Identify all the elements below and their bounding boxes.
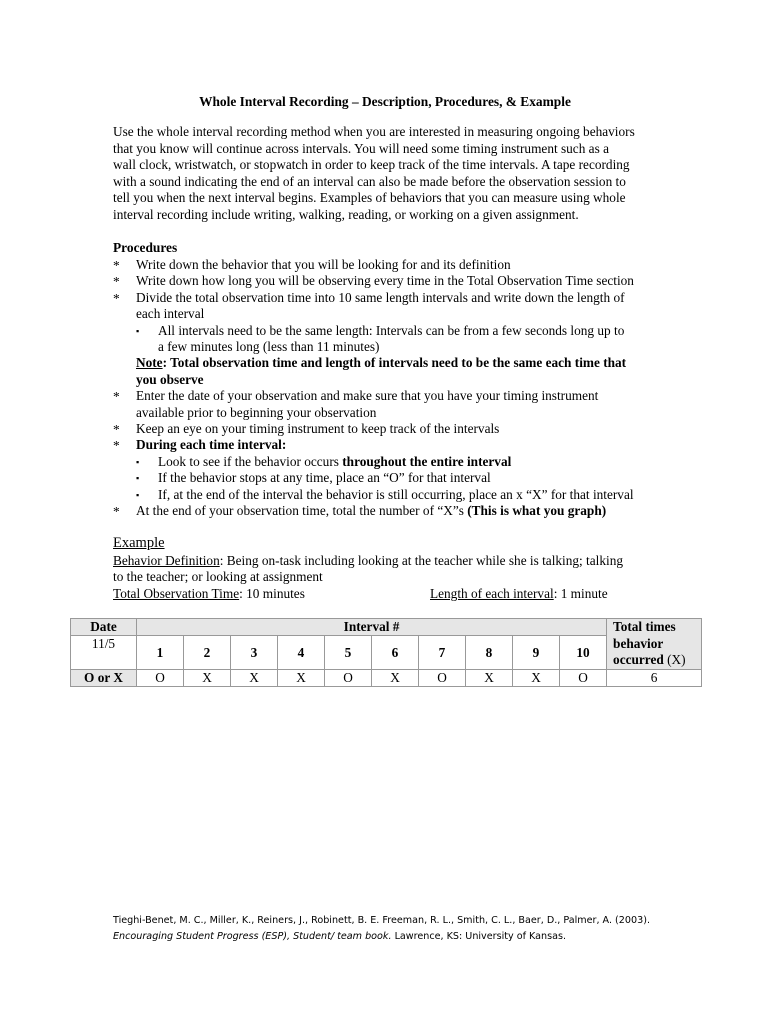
- procedure-substep: [113, 323, 673, 356]
- behavior-definition-label: Behavior Definition: [113, 553, 220, 568]
- step-text: Enter the date of your observation and make sure that you have your timing instrument: [136, 388, 599, 404]
- interval-mark: O: [560, 670, 607, 687]
- interval-mark: X: [184, 670, 231, 687]
- total-observation-time-label: Total Observation Time: [113, 585, 240, 601]
- table-header-row: [71, 619, 702, 636]
- step-text: During each time interval:: [136, 437, 287, 453]
- interval-number: 2: [184, 636, 231, 670]
- procedures-heading: Procedures: [113, 240, 178, 255]
- asterisk-bullet: *: [113, 290, 120, 306]
- step-text: each interval: [136, 306, 205, 322]
- procedure-substep: [113, 470, 673, 486]
- square-bullet-icon: ▪: [136, 456, 140, 467]
- asterisk-bullet: *: [113, 258, 120, 273]
- interval-length-label: Length of each interval: [430, 586, 554, 601]
- table-mark-row: [71, 670, 702, 687]
- step-text: Divide the total observation time into 10 same length intervals and write down the length of: [136, 289, 625, 305]
- intro-line: with a sound indicating the end of an interval can also be made before the observation session to: [113, 173, 626, 189]
- citation-publisher: Lawrence, KS: University of Kansas.: [391, 931, 567, 942]
- citation-line: Tieghi-Benet, M. C., Miller, K., Reiners, J., Robinett, B. E. Freeman, R. L., Smith, C. L., Baer, D., Palmer, A. (2003).: [113, 915, 650, 926]
- step-text: At the end of your observation time, total the number of “X”s: [136, 503, 468, 519]
- procedure-step: [113, 290, 673, 323]
- procedure-step: [113, 257, 673, 273]
- behavior-definition-text: : Being on-task including looking at the teacher while she is talking; talking: [219, 553, 623, 568]
- interval-number: 4: [278, 636, 325, 670]
- intro-line: Use the whole interval recording method when you are interested in measuring ongoing behaviors: [113, 124, 635, 139]
- substep-text: If the behavior stops at any time, place an “O” for that interval: [158, 470, 491, 486]
- note-label: Note: [136, 355, 163, 371]
- date-value: 11/5: [71, 636, 137, 670]
- procedure-step: [113, 503, 673, 519]
- interval-number: 9: [513, 636, 560, 670]
- substep-text: Look to see if the behavior occurs: [158, 453, 343, 469]
- substep-text: a few minutes long (less than 11 minutes): [158, 339, 380, 355]
- interval-header: Interval #: [137, 619, 607, 636]
- interval-number: 7: [419, 636, 466, 670]
- procedure-step: [113, 437, 673, 453]
- asterisk-bullet: *: [113, 438, 120, 454]
- interval-mark: X: [372, 670, 419, 687]
- square-bullet-icon: ▪: [136, 325, 140, 336]
- document-title: Whole Interval Recording – Description, Procedures, & Example: [199, 94, 571, 109]
- interval-number: 10: [560, 636, 607, 670]
- step-text: available prior to beginning your observation: [136, 404, 377, 420]
- procedures-list: [113, 257, 673, 520]
- intro-line: tell you when the next interval begins. Examples of behaviors that you can measure using whole: [113, 190, 626, 205]
- asterisk-bullet: *: [113, 422, 120, 438]
- total-value: 6: [607, 670, 702, 687]
- substep-emphasis: throughout the entire interval: [342, 453, 512, 469]
- square-bullet-icon: ▪: [136, 473, 140, 484]
- recording-table: [70, 618, 702, 687]
- example-heading: Example: [113, 535, 165, 551]
- interval-number: 1: [137, 636, 184, 670]
- square-bullet-icon: ▪: [136, 489, 140, 500]
- row-label: O or X: [71, 670, 137, 687]
- step-emphasis: (This is what you graph): [467, 503, 607, 519]
- asterisk-bullet: *: [113, 274, 120, 290]
- interval-number: 6: [372, 636, 419, 670]
- total-observation-time-value: : 10 minutes: [239, 585, 305, 601]
- citation: [113, 913, 713, 945]
- intro-line: interval recording include writing, walking, reading, or working on a given assignment.: [113, 206, 579, 222]
- asterisk-bullet: *: [113, 504, 120, 520]
- interval-mark: X: [231, 670, 278, 687]
- total-header: Total times behavior occurred (X): [607, 619, 702, 670]
- interval-length-value: : 1 minute: [553, 586, 608, 601]
- interval-number: 8: [466, 636, 513, 670]
- date-header: Date: [71, 619, 137, 636]
- note-text: you observe: [136, 371, 204, 387]
- interval-number: 3: [231, 636, 278, 670]
- interval-mark: X: [278, 670, 325, 687]
- interval-length: [430, 586, 608, 602]
- procedure-substep: [113, 487, 673, 503]
- procedure-step: [113, 421, 673, 437]
- intro-line: that you know will continue across intervals. You will need some timing instrument such as a: [113, 140, 609, 156]
- procedure-note: [113, 355, 673, 388]
- interval-mark: X: [466, 670, 513, 687]
- step-text: Write down how long you will be observing every time in the Total Observation Time section: [136, 273, 634, 289]
- intro-paragraph: [113, 124, 658, 223]
- citation-title: Encouraging Student Progress (ESP), Student/ team book.: [113, 931, 392, 942]
- intro-line: wall clock, wristwatch, or stopwatch in order to keep track of the time intervals. A tape recording: [113, 157, 630, 172]
- interval-mark: O: [137, 670, 184, 687]
- behavior-definition-text: to the teacher; or looking at assignment: [113, 569, 323, 585]
- substep-text: If, at the end of the interval the behavior is still occurring, place an x “X” for that interval: [158, 486, 634, 502]
- substep-text: All intervals need to be the same length: Intervals can be from a few seconds long up to: [158, 322, 625, 338]
- note-text: : Total observation time and length of intervals need to be the same each time that: [162, 355, 627, 371]
- interval-mark: O: [419, 670, 466, 687]
- interval-mark: X: [513, 670, 560, 687]
- procedure-substep: [113, 454, 673, 470]
- step-text: Write down the behavior that you will be looking for and its definition: [136, 257, 511, 272]
- procedure-step: [113, 388, 673, 421]
- procedure-step: [113, 273, 673, 289]
- interval-number: 5: [325, 636, 372, 670]
- interval-mark: O: [325, 670, 372, 687]
- step-text: Keep an eye on your timing instrument to keep track of the intervals: [136, 421, 500, 437]
- asterisk-bullet: *: [113, 389, 120, 405]
